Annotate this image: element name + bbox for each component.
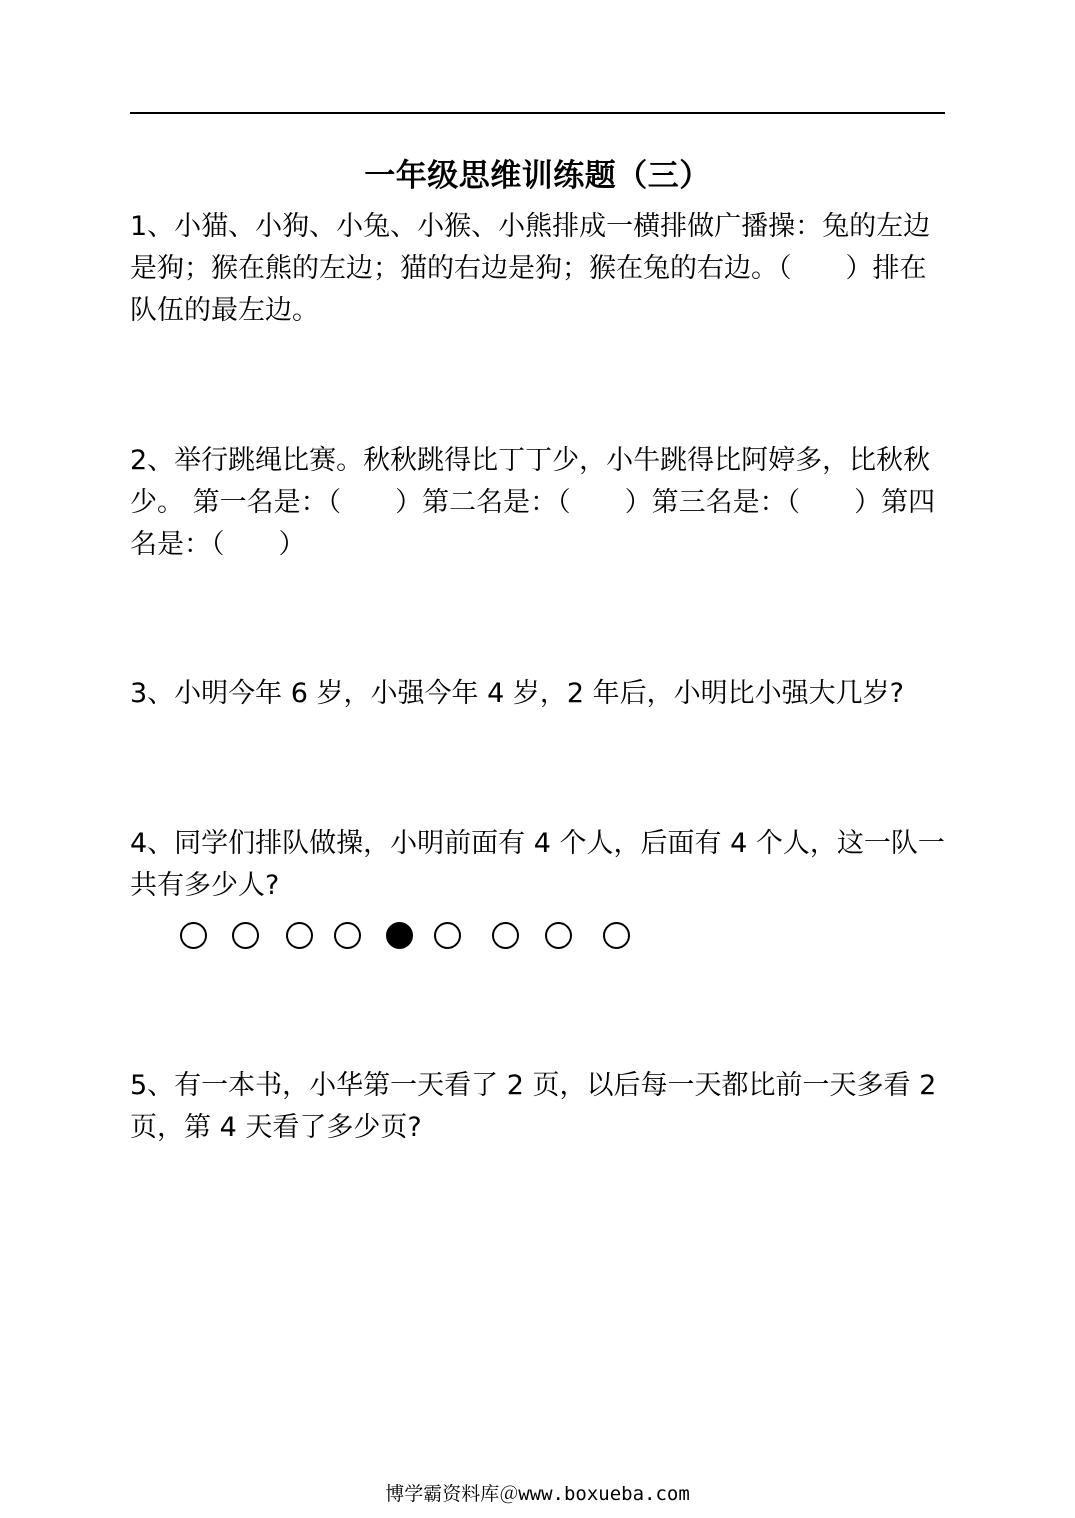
page-title: 一年级思维训练题（三）: [364, 158, 711, 194]
question-5: 5、有一本书，小华第一天看了 2 页，以后每一天都比前一天多看 2 页，第 4 天看了多少页?: [130, 1070, 945, 1143]
queue-person: [434, 922, 461, 949]
queue-person: [180, 922, 207, 949]
queue-person: [286, 922, 313, 949]
queue-person: [334, 922, 361, 949]
question-4: 4、同学们排队做操，小明前面有 4 个人，后面有 4 个人，这一队一共有多少人?: [130, 828, 945, 901]
queue-person: [232, 922, 259, 949]
queue-person: [603, 922, 630, 949]
queue-person: [492, 922, 519, 949]
queue-person-xiaoming: [386, 922, 413, 949]
question-2: 2、举行跳绳比赛。秋秋跳得比丁丁少，小牛跳得比阿婷多，比秋秋少。 第一名是：（ ）第二名是：（ ）第三名是：（ ）第四名是：（ ）: [130, 445, 936, 560]
top-rule: [130, 112, 945, 114]
queue-person: [545, 922, 572, 949]
footer-watermark: 博学霸资料库＠www.boxueba.com: [385, 1483, 690, 1505]
question-1: 1、小猫、小狗、小兔、小猴、小熊排成一横排做广播操：兔的左边是狗；猴在熊的左边；猫的右边是狗；猴在兔的右边。（ ）排在队伍的最左边。: [130, 211, 931, 326]
question-3: 3、小明今年 6 岁，小强今年 4 岁，2 年后，小明比小强大几岁?: [130, 678, 904, 709]
